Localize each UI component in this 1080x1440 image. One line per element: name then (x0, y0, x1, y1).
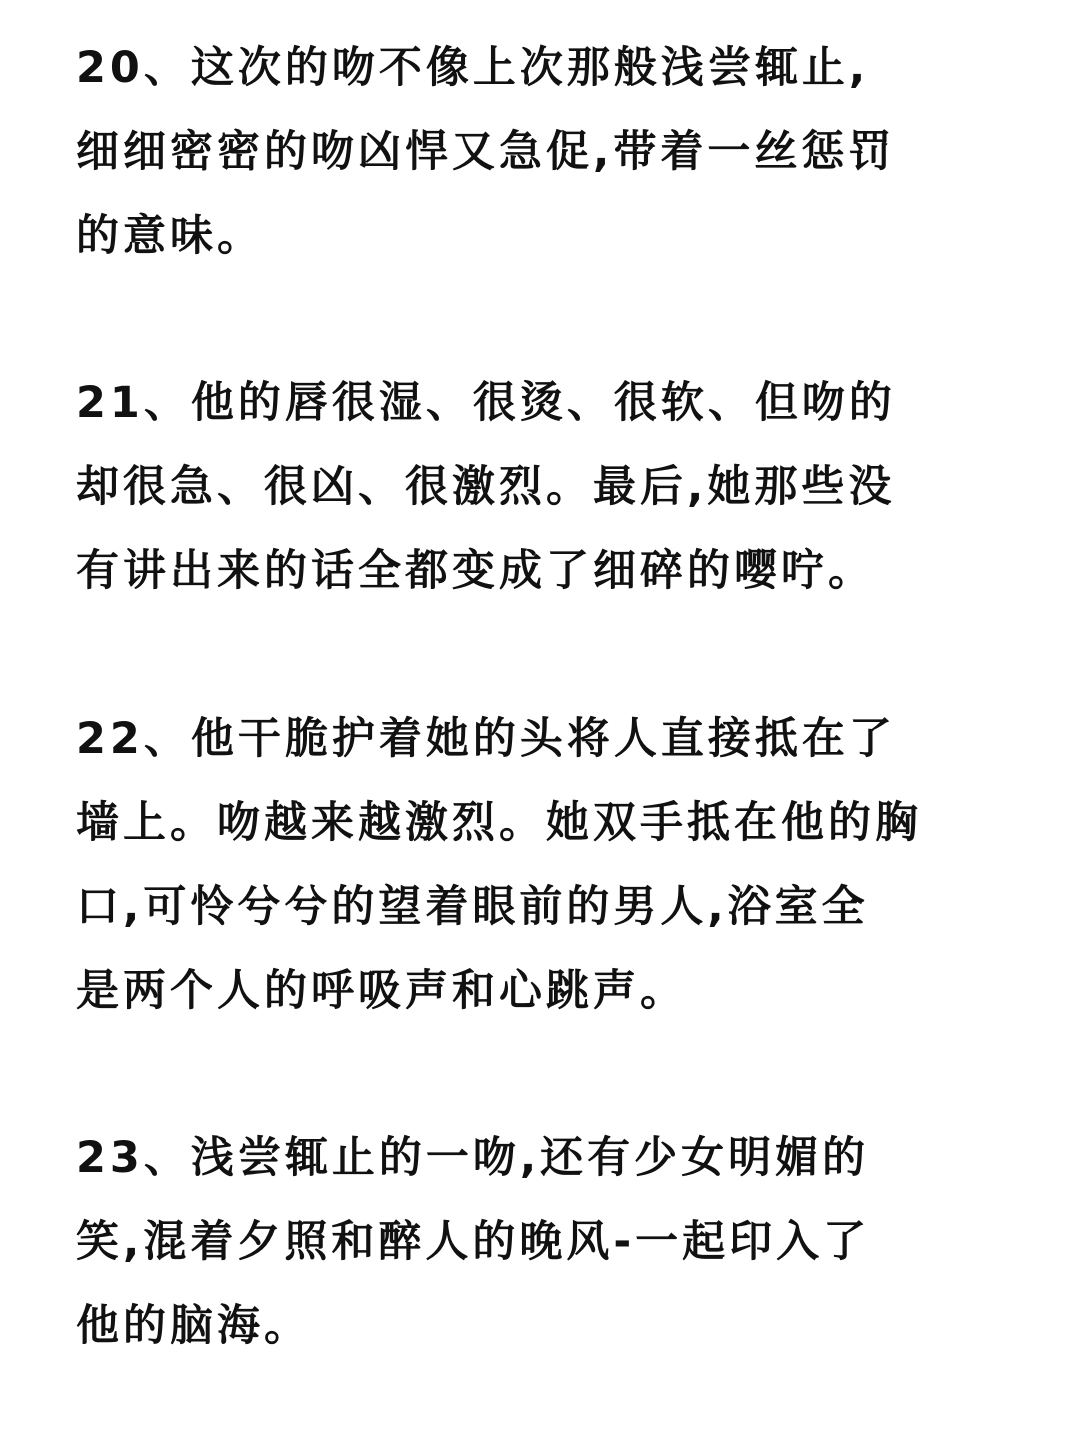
text-line: 是两个人的呼吸声和心跳声。 (76, 966, 687, 1016)
text-line: 的意味。 (76, 211, 264, 261)
text-line: 23、浅尝辄止的一吻,还有少女明媚的 (76, 1133, 870, 1183)
text-line: 他的脑海。 (76, 1301, 311, 1351)
text-line: 口,可怜兮兮的望着眼前的男人,浴室全 (76, 882, 869, 932)
paragraph-20 (76, 26, 1016, 278)
text-line: 22、他干脆护着她的头将人直接抵在了 (76, 714, 896, 764)
text-line: 21、他的唇很湿、很烫、很软、但吻的 (76, 378, 896, 428)
text-line: 却很急、很凶、很激烈。最后,她那些没 (76, 462, 896, 512)
text-line: 墙上。吻越来越激烈。她双手抵在他的胸 (76, 798, 922, 848)
text-line: 有讲出来的话全都变成了细碎的嘤咛。 (76, 546, 875, 596)
paragraph-22 (76, 697, 1016, 1033)
paragraph-23 (76, 1116, 1016, 1368)
text-line: 20、这次的吻不像上次那般浅尝辄止, (76, 43, 870, 93)
paragraph-21 (76, 361, 1016, 613)
text-line: 笑,混着夕照和醉人的晚风-一起印入了 (76, 1217, 871, 1267)
text-line: 细细密密的吻凶悍又急促,带着一丝惩罚 (76, 127, 896, 177)
